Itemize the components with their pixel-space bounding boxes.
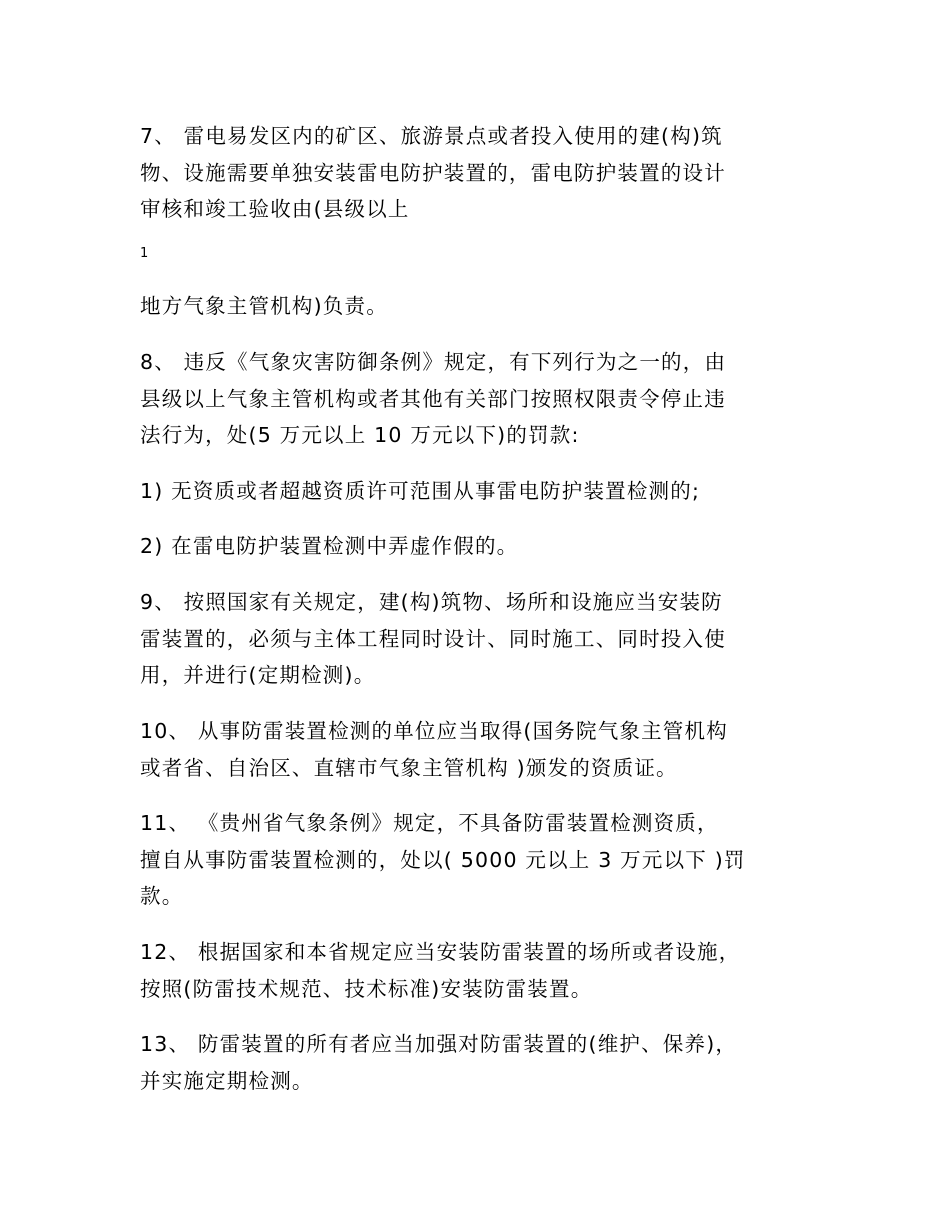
- text-line: 10、 从事防雷装置检测的单位应当取得(国务院气象主管机构: [140, 719, 728, 743]
- paragraph-q9: [140, 584, 820, 694]
- paragraph-q7-part2: [140, 288, 820, 325]
- text-line: 13、 防雷装置的所有者应当加强对防雷装置的(维护、保养)，: [140, 1032, 738, 1056]
- text-line: 款。: [140, 884, 184, 908]
- text-line: 9、 按照国家有关规定，建(构)筑物、场所和设施应当安装防: [140, 590, 723, 614]
- text-line: 地方气象主管机构)负责。: [140, 294, 388, 318]
- page-number: 1: [140, 246, 149, 261]
- paragraph-q11: [140, 805, 820, 915]
- list-item-q8-1: [140, 473, 820, 510]
- text-line: 雷装置的，必须与主体工程同时设计、同时施工、同时投入使: [140, 626, 726, 651]
- paragraph-q7-part1: [140, 118, 820, 228]
- text-line: 8、 违反《气象灾害防御条例》规定，有下列行为之一的，由: [140, 350, 727, 374]
- text-line: 法行为，处(5 万元以上 10 万元以下)的罚款:: [140, 423, 580, 447]
- paragraph-q8: [140, 344, 820, 454]
- text-line: 12、 根据国家和本省规定应当安装防雷装置的场所或者设施，: [140, 940, 741, 964]
- text-line: 1) 无资质或者超越资质许可范围从事雷电防护装置检测的;: [140, 479, 701, 503]
- list-item-q8-2: [140, 528, 820, 565]
- text-line: 2) 在雷电防护装置检测中弄虚作假的。: [140, 534, 519, 558]
- text-line: 11、 《贵州省气象条例》规定，不具备防雷装置检测资质，: [140, 811, 719, 835]
- text-line: 7、 雷电易发区内的矿区、旅游景点或者投入使用的建(构)筑: [140, 124, 723, 148]
- text-line: 县级以上气象主管机构或者其他有关部门按照权限责令停止违: [140, 386, 726, 411]
- paragraph-q10: [140, 713, 820, 786]
- text-line: 用，并进行(定期检测)。: [140, 663, 376, 687]
- text-line: 擅自从事防雷装置检测的，处以( 5000 元以上 3 万元以下 )罚: [140, 847, 746, 872]
- text-line: 按照(防雷技术规范、技术标准)安装防雷装置。: [140, 976, 593, 1001]
- text-line: 或者省、自治区、直辖市气象主管机构 )颁发的资质证。: [140, 755, 678, 780]
- paragraph-q13: [140, 1026, 820, 1099]
- paragraph-q12: [140, 934, 820, 1007]
- text-line: 物、设施需要单独安装雷电防护装置的，雷电防护装置的设计: [140, 160, 726, 185]
- text-line: 并实施定期检测。: [140, 1068, 314, 1093]
- text-line: 审核和竣工验收由(县级以上: [140, 197, 410, 221]
